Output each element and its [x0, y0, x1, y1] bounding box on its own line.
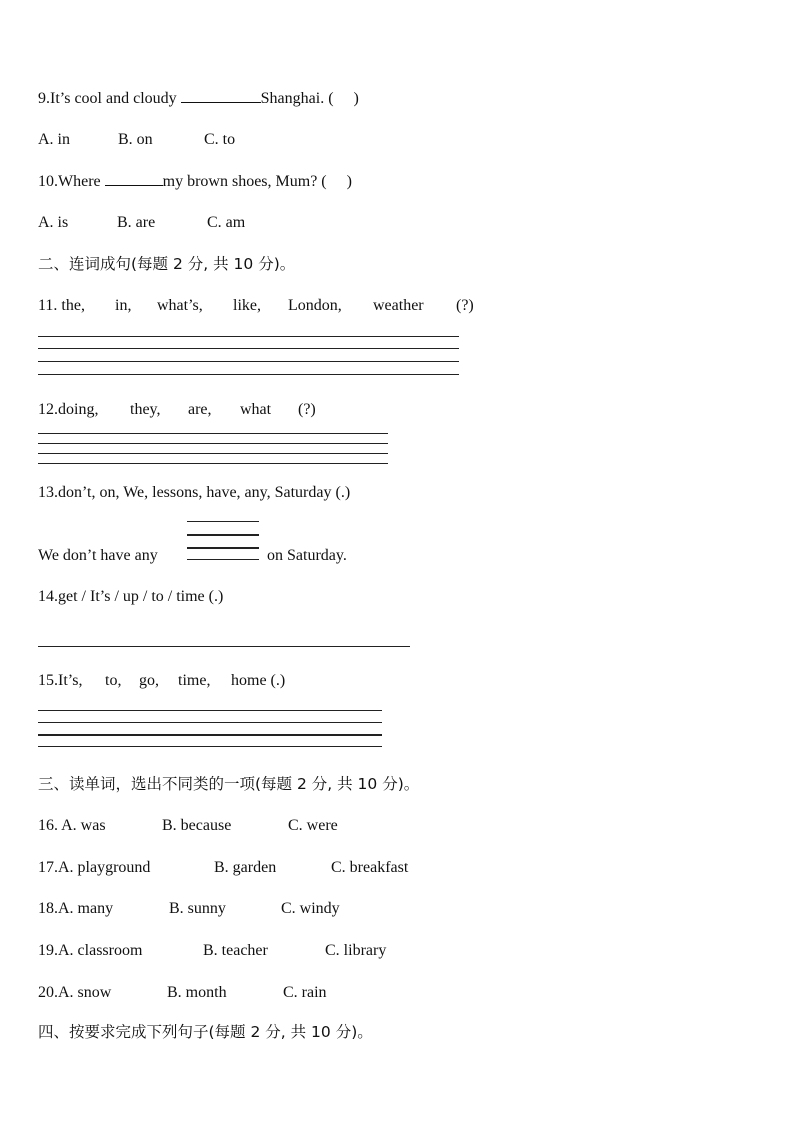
answer-line[interactable] [38, 348, 459, 349]
question-16 [38, 816, 338, 836]
q15-word: 15.It’s, [38, 672, 83, 689]
answer-line[interactable] [38, 433, 388, 434]
q10-option-c[interactable]: C. am [207, 214, 246, 231]
question-10 [38, 171, 352, 192]
q15-word: home (.) [231, 672, 286, 689]
answer-line[interactable] [38, 443, 388, 444]
q12-word: what [240, 401, 272, 418]
answer-line[interactable] [38, 734, 382, 736]
answer-line[interactable] [38, 336, 459, 337]
answer-line[interactable] [38, 463, 388, 464]
answer-line[interactable] [38, 722, 382, 723]
q11-word: weather [373, 297, 424, 314]
q11-word: (?) [456, 297, 474, 314]
q15-word: go, [139, 672, 159, 689]
question-20 [38, 983, 327, 1003]
q18-option-c[interactable]: C. windy [281, 900, 340, 917]
q17-option-c[interactable]: C. breakfast [331, 859, 409, 876]
question-9 [38, 88, 359, 109]
answer-line[interactable] [38, 361, 459, 362]
q18-option-b[interactable]: B. sunny [169, 900, 226, 917]
q9-text-before: 9.It’s cool and cloudy [38, 90, 181, 107]
q11-word: what’s, [157, 297, 203, 314]
question-11 [38, 296, 474, 316]
q12-word: (?) [298, 401, 316, 418]
section-2-heading: 二、连词成句(每题 2 分, 共 10 分)。 [38, 255, 296, 273]
q9-text-after: Shanghai. ( ) [260, 90, 359, 107]
q16-option-c[interactable]: C. were [288, 817, 338, 834]
q20-option-c[interactable]: C. rain [283, 984, 327, 1001]
q9-blank[interactable] [181, 88, 261, 103]
section-4-heading: 四、按要求完成下列句子(每题 2 分, 共 10 分)。 [38, 1023, 373, 1041]
q15-word: to, [105, 672, 122, 689]
q12-word: are, [188, 401, 212, 418]
question-15 [38, 671, 285, 691]
q19-option-c[interactable]: C. library [325, 942, 387, 959]
question-17 [38, 858, 408, 878]
answer-line[interactable] [38, 374, 459, 375]
q20-option-a[interactable]: 20.A. snow [38, 984, 112, 1001]
q17-option-b[interactable]: B. garden [214, 859, 277, 876]
q11-word: 11. the, [38, 297, 85, 314]
question-12 [38, 400, 316, 420]
question-19 [38, 941, 386, 961]
q13-sentence-end: on Saturday. [267, 547, 347, 564]
answer-line[interactable] [187, 559, 259, 560]
answer-line[interactable] [187, 521, 259, 522]
q11-word: like, [233, 297, 261, 314]
question-14: 14.get / It’s / up / to / time (.) [38, 588, 224, 605]
q17-option-a[interactable]: 17.A. playground [38, 859, 151, 876]
q19-option-a[interactable]: 19.A. classroom [38, 942, 143, 959]
answer-line[interactable] [38, 710, 382, 711]
answer-line[interactable] [187, 534, 259, 536]
question-18 [38, 899, 340, 919]
q18-option-a[interactable]: 18.A. many [38, 900, 114, 917]
q10-text-before: 10.Where [38, 173, 105, 190]
q12-word: 12.doing, [38, 401, 99, 418]
answer-line[interactable] [38, 746, 382, 747]
q9-option-b[interactable]: B. on [118, 131, 153, 148]
q20-option-b[interactable]: B. month [167, 984, 227, 1001]
q10-option-b[interactable]: B. are [117, 214, 156, 231]
q19-option-b[interactable]: B. teacher [203, 942, 268, 959]
q10-option-a[interactable]: A. is [38, 214, 69, 231]
answer-line[interactable] [187, 547, 259, 549]
q11-word: in, [115, 297, 132, 314]
q16-option-a[interactable]: 16. A. was [38, 817, 106, 834]
q15-word: time, [178, 672, 211, 689]
answer-line[interactable] [38, 646, 410, 647]
q9-option-c[interactable]: C. to [204, 131, 236, 148]
q9-option-a[interactable]: A. in [38, 131, 70, 148]
q10-options [38, 213, 245, 233]
question-13: 13.don’t, on, We, lessons, have, any, Saturday (.) [38, 484, 351, 501]
q10-text-after: my brown shoes, Mum? ( ) [162, 173, 352, 190]
q11-word: London, [288, 297, 342, 314]
q16-option-b[interactable]: B. because [162, 817, 232, 834]
answer-line[interactable] [38, 453, 388, 454]
q9-options [38, 130, 235, 150]
q10-blank[interactable] [105, 171, 163, 186]
q13-sentence-start: We don’t have any [38, 547, 158, 564]
section-3-heading: 三、读单词，选出不同类的一项(每题 2 分, 共 10 分)。 [38, 775, 420, 793]
q12-word: they, [130, 401, 161, 418]
